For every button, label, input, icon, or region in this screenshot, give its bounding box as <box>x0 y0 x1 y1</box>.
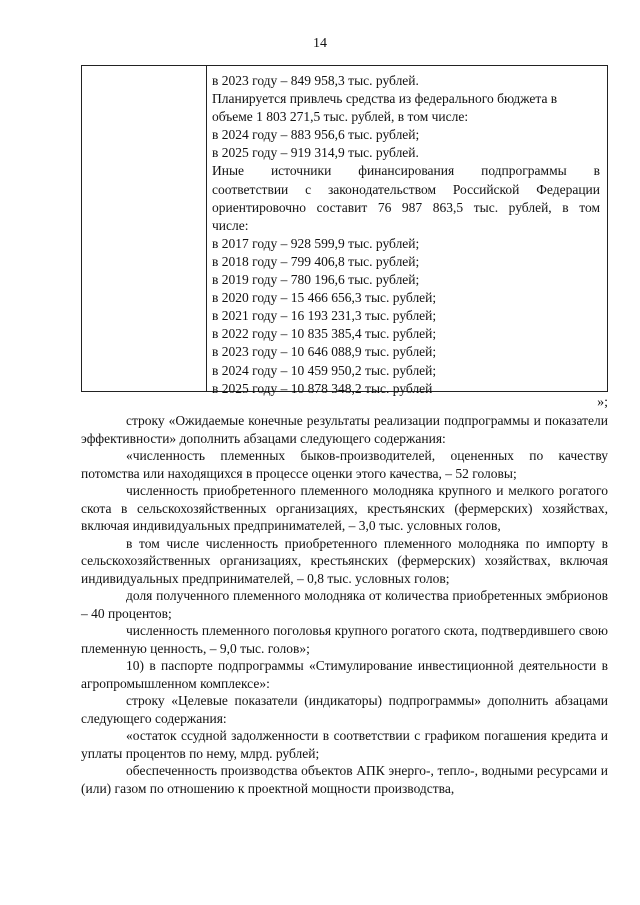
table-line: в 2021 году – 16 193 231,3 тыс. рублей; <box>212 308 437 324</box>
table-line: в 2020 году – 15 466 656,3 тыс. рублей; <box>212 290 437 306</box>
paragraph: обеспеченность производства объектов АПК энерго-, тепло-, водными ресурсами и (или) газом по отношению к проектной мощности производства, <box>81 763 608 796</box>
paragraph: в том числе численность приобретенного племенного молодняка по импорту в сельскохозяйственных организациях, крестьянских (фермерских) хозяйствах, включая индивидуальных предпринимателей, – 0,8 тыс. условных голов; <box>81 535 608 586</box>
paragraph: численность племенного поголовья крупного рогатого скота, подтвердившего свою племенную ценность, – 9,0 тыс. голов»; <box>81 623 608 656</box>
column-divider <box>206 66 207 391</box>
table-line: объеме 1 803 271,5 тыс. рублей, в том числе: <box>212 109 469 125</box>
paragraph: численность приобретенного племенного молодняка крупного и мелкого рогатого скота в сельскохозяйственных организациях, крестьянских (фермерских) хозяйствах, включая индивидуальных предпринимателей, – 3,0 тыс. условных голов, <box>81 483 608 533</box>
table-line: в 2022 году – 10 835 385,4 тыс. рублей; <box>212 326 437 342</box>
paragraph: строку «Ожидаемые конечные результаты реализации подпрограммы и показатели эффективности» дополнить абзацами следующего содержания: <box>81 413 608 446</box>
financing-cell <box>212 72 600 398</box>
table-line: в 2023 году – 10 646 088,9 тыс. рублей; <box>212 344 437 360</box>
table-line: ориентировочно составит 76 987 863,5 тыс. рублей, в том <box>212 199 600 215</box>
paragraph: доля полученного племенного молодняка от количества приобретенных эмбрионов – 40 процентов; <box>81 588 608 621</box>
table-line: Иные источники финансирования подпрограммы в <box>212 163 600 179</box>
paragraph: строку «Целевые показатели (индикаторы) подпрограммы» дополнить абзацами следующего содержания: <box>81 693 608 726</box>
table-line: в 2024 году – 10 459 950,2 тыс. рублей; <box>212 362 437 378</box>
table-line: Планируется привлечь средства из федерального бюджета в <box>212 91 558 107</box>
body-text <box>81 412 608 797</box>
table-line: в 2023 году – 849 958,3 тыс. рублей. <box>212 73 419 88</box>
paragraph: «остаток ссудной задолженности в соответствии с графиком погашения кредита и уплаты процентов по нему, млрд. рублей; <box>81 728 608 761</box>
paragraph: «численность племенных быков-производителей, оцененных по качеству потомства или находящихся в процессе оценки этого качества, – 52 головы; <box>81 448 608 481</box>
paragraph: 10) в паспорте подпрограммы «Стимулирование инвестиционной деятельности в агропромышленном комплексе»: <box>81 658 608 691</box>
page-number: 14 <box>313 36 327 51</box>
table-line: в 2025 году – 10 878 348,2 тыс. рублей <box>212 380 433 396</box>
table-line: в 2017 году – 928 599,9 тыс. рублей; <box>212 235 420 251</box>
table-line: в 2018 году – 799 406,8 тыс. рублей; <box>212 253 420 269</box>
table-line: соответствии с законодательством Российской Федерации <box>212 181 600 197</box>
table-line: в 2024 году – 883 956,6 тыс. рублей; <box>212 127 420 143</box>
financing-table <box>81 65 608 396</box>
table-line: числе: <box>212 217 249 233</box>
closing-mark: »; <box>597 395 608 410</box>
table-line: в 2025 году – 919 314,9 тыс. рублей. <box>212 145 419 161</box>
table-line: в 2019 году – 780 196,6 тыс. рублей; <box>212 272 420 288</box>
